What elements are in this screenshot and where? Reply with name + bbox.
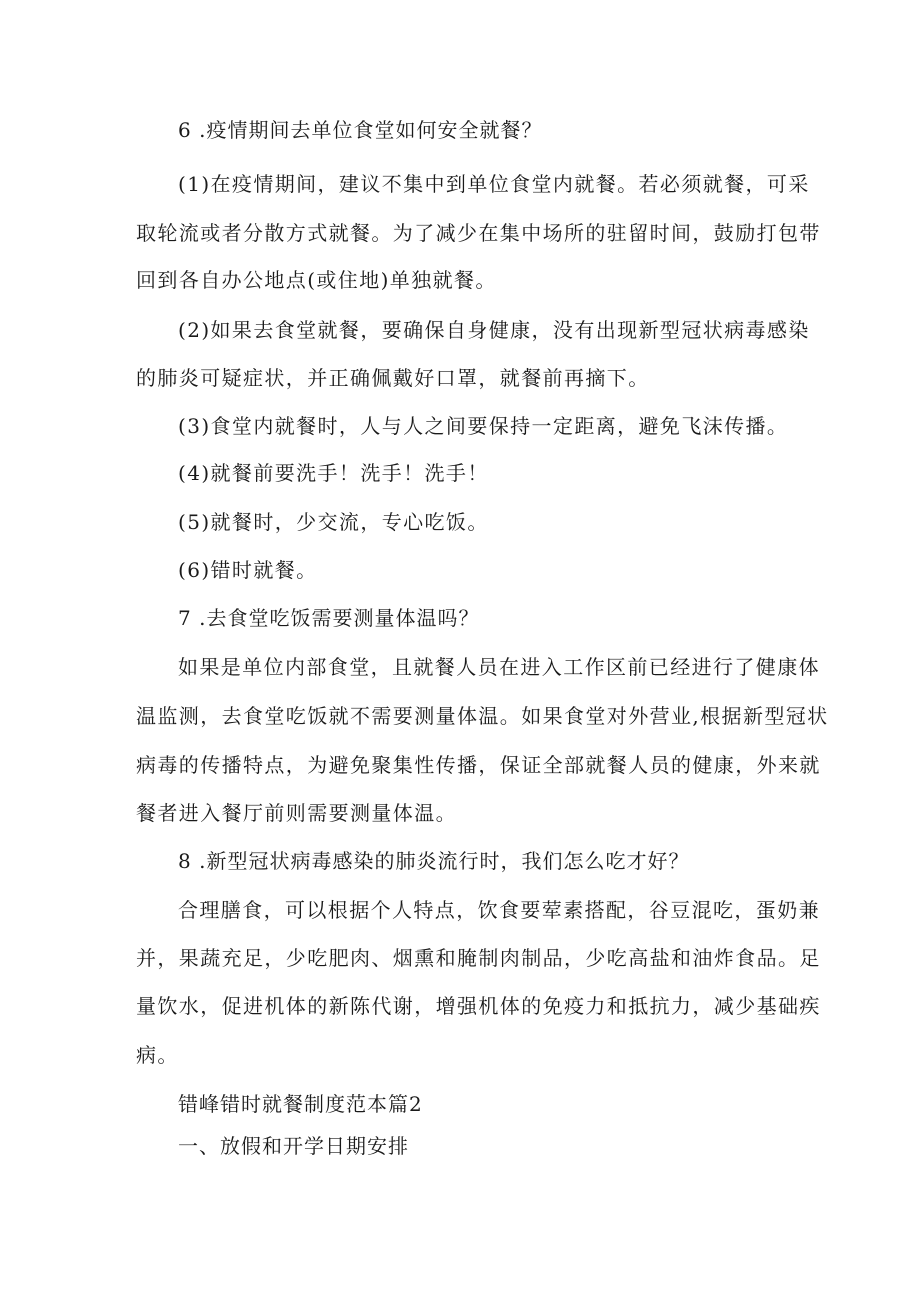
q8-body-line-2: 并，果蔬充足，少吃肥肉、烟熏和腌制肉制品，少吃高盐和油炸食品。足 <box>136 946 821 970</box>
question-8-heading: 8 .新型冠状病毒感染的肺炎流行时，我们怎么吃才好？ <box>178 849 690 873</box>
q6-paragraph-1-line-2: 取轮流或者分散方式就餐。为了减少在集中场所的驻留时间，鼓励打包带 <box>136 221 821 245</box>
q6-paragraph-1-line-1: (1)在疫情期间，建议不集中到单位食堂内就餐。若必须就餐，可采 <box>178 172 810 196</box>
question-6-heading: 6 .疫情期间去单位食堂如何安全就餐？ <box>178 118 543 142</box>
q6-paragraph-2-line-1: (2)如果去食堂就餐，要确保自身健康，没有出现新型冠状病毒感染 <box>178 318 810 342</box>
subsection-title: 一、放假和开学日期安排 <box>178 1134 409 1158</box>
q6-paragraph-3: (3)食堂内就餐时，人与人之间要保持一定距离，避免飞沫传播。 <box>178 414 789 438</box>
q6-paragraph-2-line-2: 的肺炎可疑症状，并正确佩戴好口罩，就餐前再摘下。 <box>136 366 650 390</box>
q7-body-line-4: 餐者进入餐厅前则需要测量体温。 <box>136 801 457 825</box>
q7-body-line-2: 温监测，去食堂吃饭就不需要测量体温。如果食堂对外营业,根据新型冠状 <box>136 704 829 728</box>
q6-paragraph-1-line-3: 回到各自办公地点(或住地)单独就餐。 <box>136 268 497 292</box>
q7-body-line-1: 如果是单位内部食堂，且就餐人员在进入工作区前已经进行了健康体 <box>178 655 820 679</box>
q8-body-line-1: 合理膳食，可以根据个人特点，饮食要荤素搭配，谷豆混吃，蛋奶兼 <box>178 898 820 922</box>
q6-paragraph-5: (5)就餐时，少交流，专心吃饭。 <box>178 510 489 534</box>
question-7-heading: 7 .去食堂吃饭需要测量体温吗？ <box>178 606 480 630</box>
q6-paragraph-4: (4)就餐前要洗手！洗手！洗手！ <box>178 461 489 485</box>
q7-body-line-3: 病毒的传播特点，为避免聚集性传播，保证全部就餐人员的健康，外来就 <box>136 753 821 777</box>
q8-body-line-4: 病。 <box>136 1043 179 1067</box>
section-title: 错峰错时就餐制度范本篇2 <box>178 1092 423 1116</box>
q6-paragraph-6: (6)错时就餐。 <box>178 558 318 582</box>
q8-body-line-3: 量饮水，促进机体的新陈代谢，增强机体的免疫力和抵抗力，减少基础疾 <box>136 994 821 1018</box>
